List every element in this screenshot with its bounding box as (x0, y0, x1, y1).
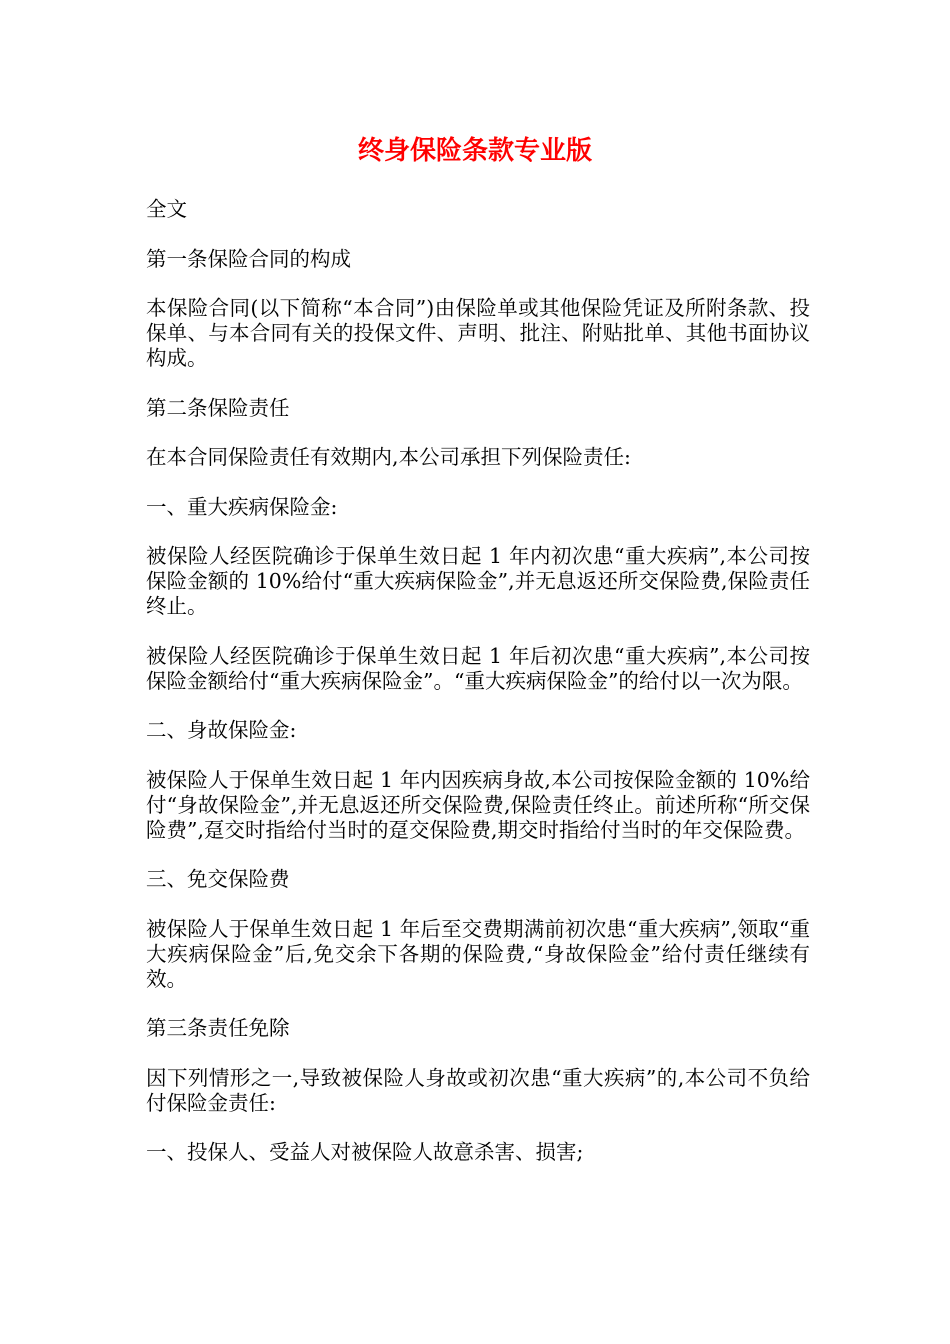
document-title: 终身保险条款专业版 (357, 136, 592, 166)
clause-critical-illness-paragraph-2: 被保险人经医院确诊于保单生效日起 1 年后初次患“重大疾病”,本公司按保险金额给付“重大疾病保险金”。“重大疾病保险金”的给付以一次为限。 (146, 643, 810, 693)
clause-death-benefit-paragraph: 被保险人于保单生效日起 1 年内因疾病身故,本公司按保险金额的 10%给付“身故保险金”,并无息返还所交保险费,保险责任终止。前述所称“所交保险费”,趸交时指给付当时的趸交保险费,期交时指给付当时的年交保险费。 (146, 767, 810, 842)
clause-premium-waiver-heading: 三、免交保险费 (146, 867, 290, 891)
document-body (146, 197, 810, 1190)
article-3-intro: 因下列情形之一,导致被保险人身故或初次患“重大疾病”的,本公司不负给付保险金责任: (146, 1065, 810, 1115)
article-2-heading: 第二条保险责任 (146, 395, 290, 420)
section-heading-full-text: 全文 (146, 197, 187, 221)
clause-critical-illness-paragraph-1: 被保险人经医院确诊于保单生效日起 1 年内初次患“重大疾病”,本公司按保险金额的 10%给付“重大疾病保险金”,并无息返还所交保险费,保险责任终止。 (146, 544, 810, 618)
article-1-paragraph: 本保险合同(以下简称“本合同”)由保险单或其他保险凭证及所附条款、投保单、与本合同有关的投保文件、声明、批注、附贴批单、其他书面协议构成。 (146, 296, 810, 370)
exclusion-item-1: 一、投保人、受益人对被保险人故意杀害、损害; (146, 1140, 584, 1164)
article-1-heading: 第一条保险合同的构成 (146, 246, 351, 271)
clause-death-benefit-heading: 二、身故保险金: (146, 718, 297, 742)
clause-critical-illness-heading: 一、重大疾病保险金: (146, 494, 338, 519)
clause-premium-waiver-paragraph: 被保险人于保单生效日起 1 年后至交费期满前初次患“重大疾病”,领取“重大疾病保险金”后,免交余下各期的保险费,“身故保险金”给付责任继续有效。 (146, 916, 810, 991)
article-2-intro: 在本合同保险责任有效期内,本公司承担下列保险责任: (146, 445, 631, 469)
article-3-heading: 第三条责任免除 (146, 1016, 290, 1040)
